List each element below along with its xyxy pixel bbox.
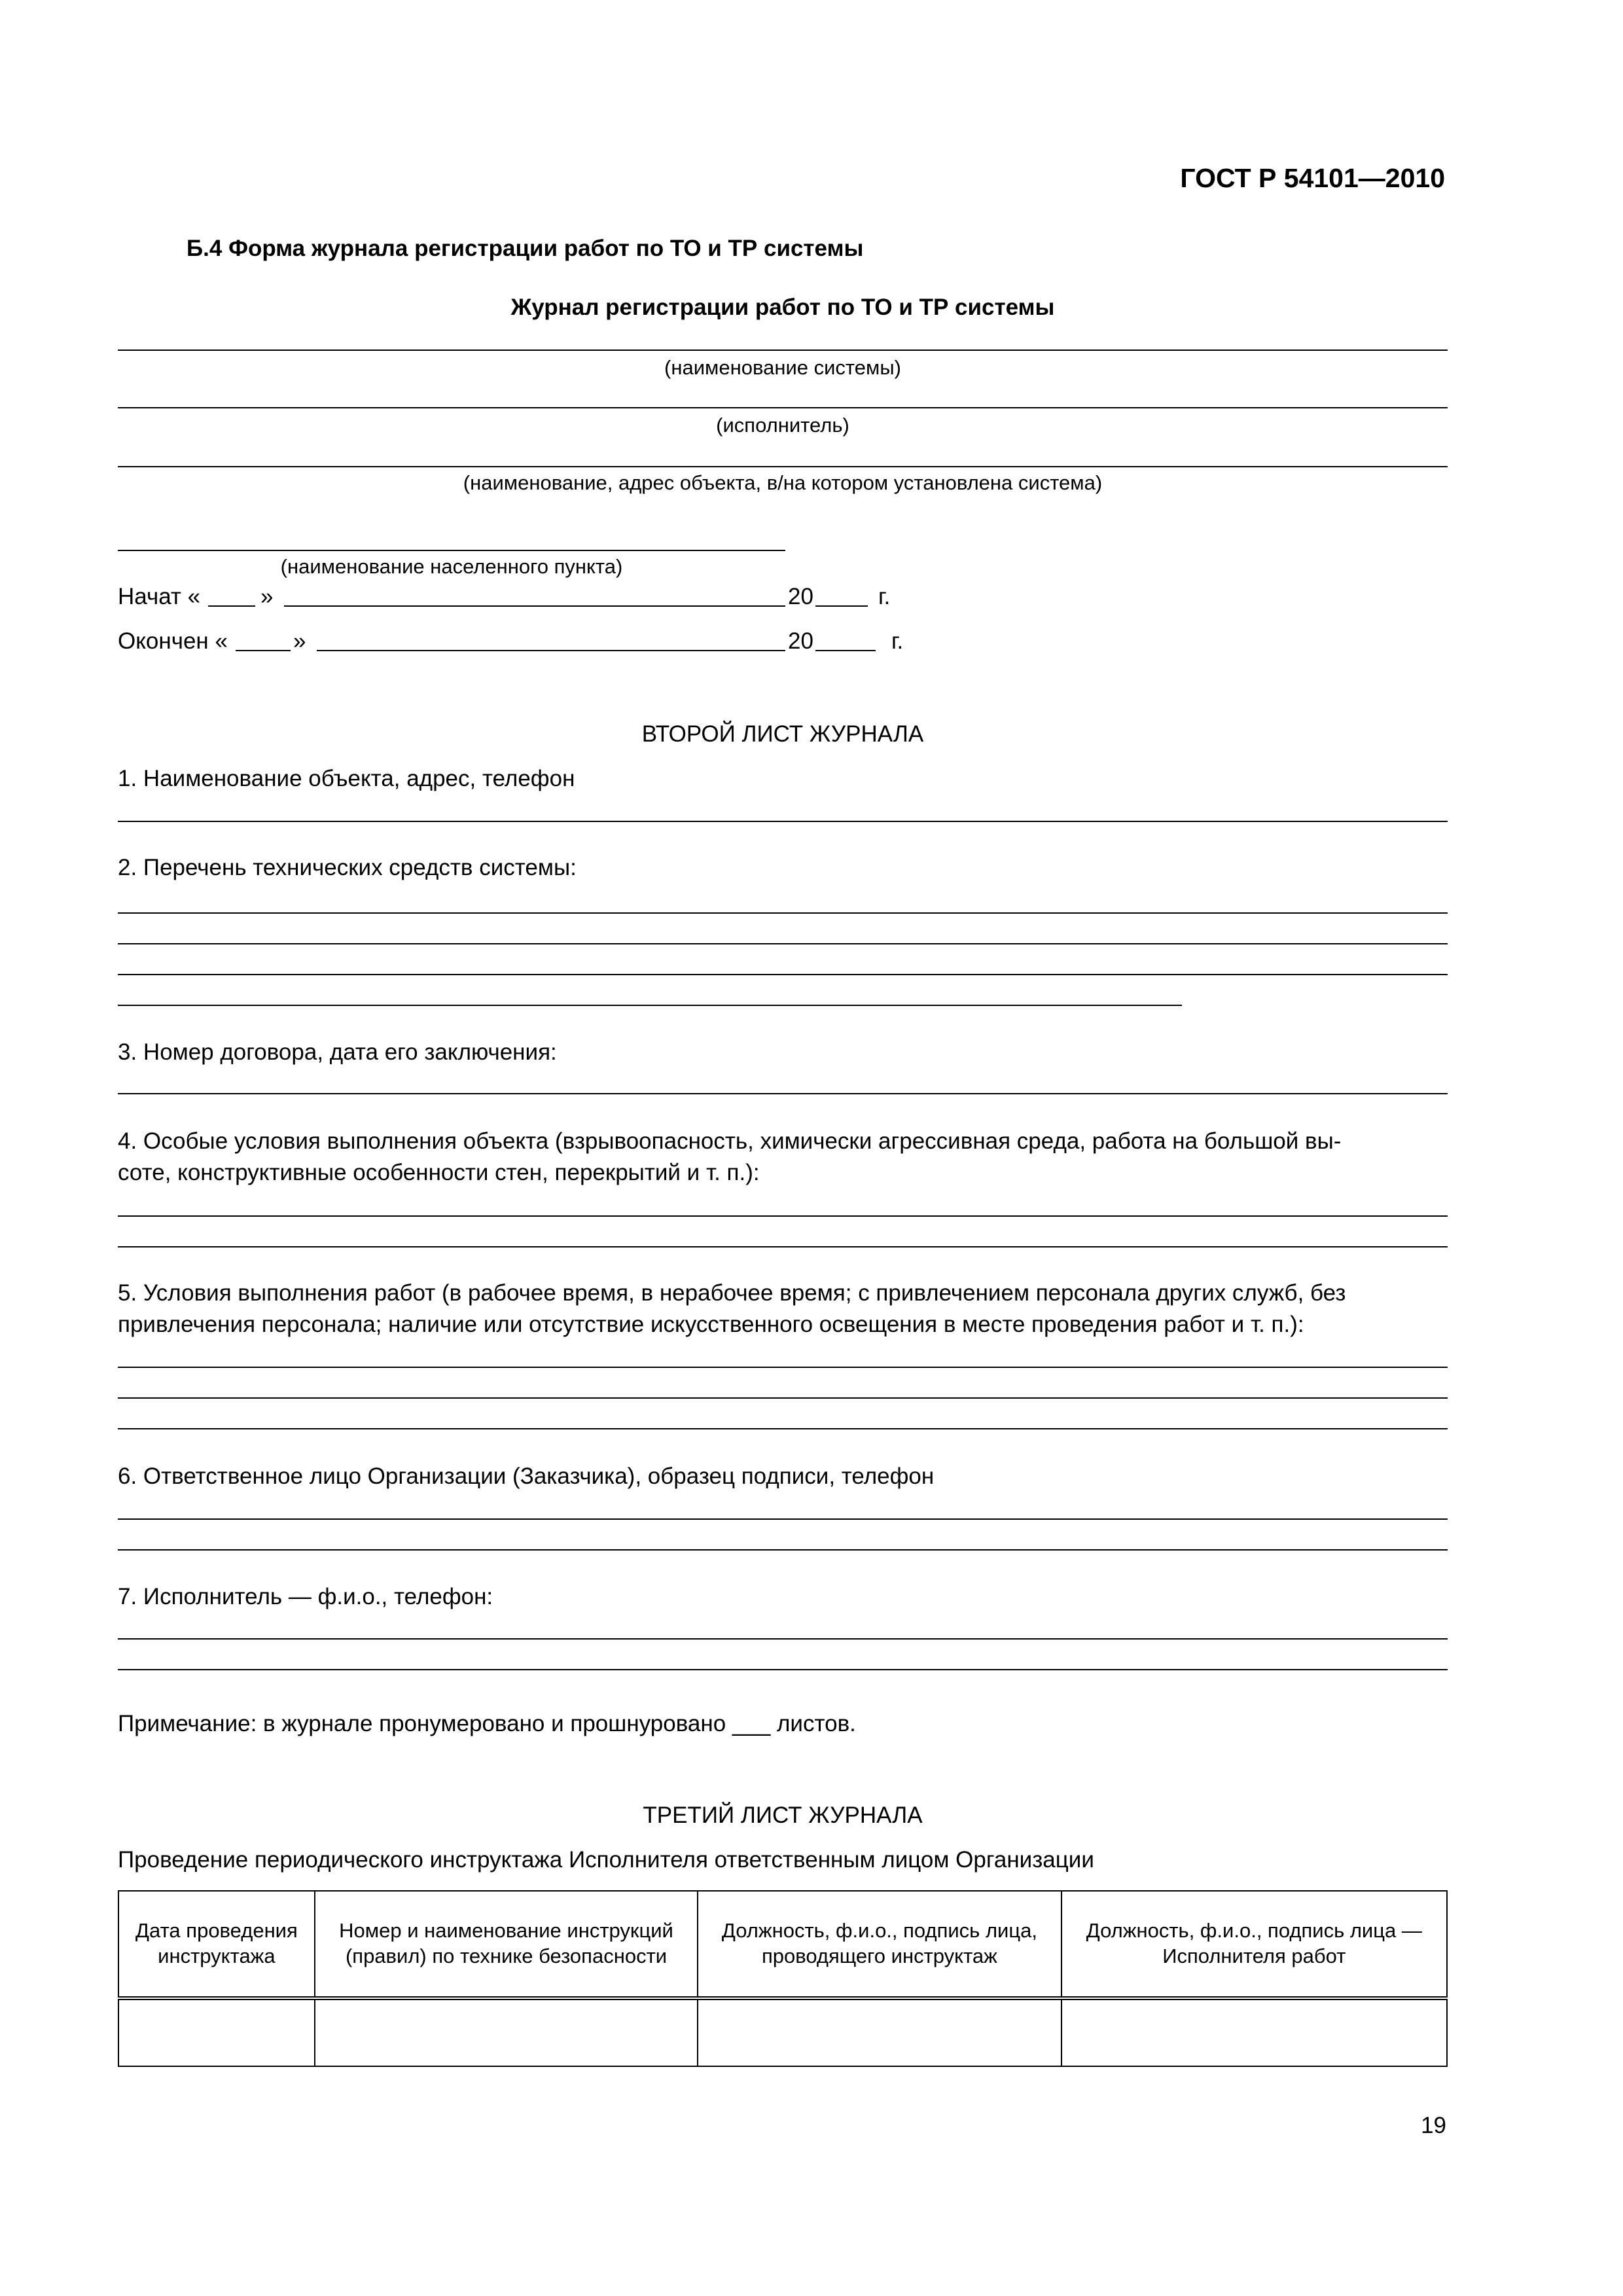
table-cell-instructions[interactable] xyxy=(315,1998,698,2066)
item-6-line-2[interactable] xyxy=(118,1549,1448,1551)
note: Примечание: в журнале пронумеровано и прошнуровано ___ листов. xyxy=(118,1711,856,1736)
settlement-caption: (наименование населенного пункта) xyxy=(280,555,623,578)
item-4-label-line-1: 4. Особые условия выполнения объекта (взрывоопасность, химически агрессивная среда, работа на большой вы- xyxy=(118,1128,1342,1154)
item-1-label: 1. Наименование объекта, адрес, телефон xyxy=(118,766,575,791)
item-2-line-4[interactable] xyxy=(118,1005,1182,1006)
table-cell-instructor[interactable] xyxy=(698,1998,1061,2066)
finished-year-field[interactable] xyxy=(815,650,876,651)
started-month-field[interactable] xyxy=(284,605,785,607)
item-7-line-2[interactable] xyxy=(118,1669,1448,1670)
item-5-line-2[interactable] xyxy=(118,1397,1448,1399)
third-sheet-title: ТРЕТИЙ ЛИСТ ЖУРНАЛА xyxy=(643,1803,923,1828)
started-year-suffix: г. xyxy=(878,584,891,609)
started-day-field[interactable] xyxy=(208,605,255,607)
item-2-line-3[interactable] xyxy=(118,974,1448,975)
column-header-instructions: Номер и наименование инструкций (правил) по технике безопасности xyxy=(315,1891,698,1998)
settlement-line[interactable] xyxy=(118,550,785,551)
page-number: 19 xyxy=(1421,2113,1446,2138)
column-header-date: Дата проведения инструктажа xyxy=(118,1891,315,1998)
object-caption: (наименование, адрес объекта, в/на котором установлена система) xyxy=(463,471,1103,494)
started-quote: » xyxy=(260,584,274,609)
journal-title: Журнал регистрации работ по ТО и ТР системы xyxy=(510,295,1055,320)
finished-day-field[interactable] xyxy=(236,650,291,651)
item-2-line-1[interactable] xyxy=(118,912,1448,914)
item-5-label-line-2: привлечения персонала; наличие или отсутствие искусственного освещения в месте проведения работ и т. п.): xyxy=(118,1312,1304,1337)
started-label: Начат « xyxy=(118,584,201,609)
finished-label: Окончен « xyxy=(118,628,228,654)
item-6-label: 6. Ответственное лицо Организации (Заказчика), образец подписи, телефон xyxy=(118,1463,935,1489)
column-header-executor: Должность, ф.и.о., подпись лица — Исполнителя работ xyxy=(1061,1891,1447,1998)
item-4-line-2[interactable] xyxy=(118,1246,1448,1247)
section-heading: Б.4 Форма журнала регистрации работ по ТО и ТР системы xyxy=(187,236,864,261)
item-1-line[interactable] xyxy=(118,821,1448,822)
item-6-line-1[interactable] xyxy=(118,1518,1448,1520)
item-4-label-line-2: соте, конструктивные особенности стен, перекрытий и т. п.): xyxy=(118,1160,760,1185)
table-cell-executor[interactable] xyxy=(1061,1998,1447,2066)
item-5-label-line-1: 5. Условия выполнения работ (в рабочее время, в нерабочее время; с привлечением персонала других служб, без xyxy=(118,1280,1346,1306)
finished-month-field[interactable] xyxy=(317,650,785,651)
executor-caption: (исполнитель) xyxy=(716,414,849,437)
item-5-line-3[interactable] xyxy=(118,1428,1448,1429)
executor-line[interactable] xyxy=(118,407,1448,408)
started-year-prefix: 20 xyxy=(788,584,813,609)
finished-year-suffix: г. xyxy=(891,628,904,654)
briefing-table xyxy=(118,1890,1448,2067)
system-name-line[interactable] xyxy=(118,350,1448,351)
item-2-line-2[interactable] xyxy=(118,943,1448,944)
item-5-line-1[interactable] xyxy=(118,1367,1448,1368)
item-3-label: 3. Номер договора, дата его заключения: xyxy=(118,1039,557,1065)
item-2-label: 2. Перечень технических средств системы: xyxy=(118,855,577,880)
finished-quote: » xyxy=(293,628,306,654)
system-name-caption: (наименование системы) xyxy=(664,356,901,379)
table-row xyxy=(118,1998,1447,2066)
standard-number: ГОСТ Р 54101—2010 xyxy=(1180,163,1445,193)
finished-year-prefix: 20 xyxy=(788,628,813,654)
item-3-line[interactable] xyxy=(118,1093,1448,1094)
started-year-field[interactable] xyxy=(815,605,868,607)
third-sheet-subtitle: Проведение периодического инструктажа Исполнителя ответственным лицом Организации xyxy=(118,1847,1094,1873)
item-4-line-1[interactable] xyxy=(118,1215,1448,1217)
item-7-label: 7. Исполнитель — ф.и.о., телефон: xyxy=(118,1584,493,1609)
column-header-instructor: Должность, ф.и.о., подпись лица, проводящего инструктаж xyxy=(698,1891,1061,1998)
table-cell-date[interactable] xyxy=(118,1998,315,2066)
table-header-row xyxy=(118,1891,1447,1998)
second-sheet-title: ВТОРОЙ ЛИСТ ЖУРНАЛА xyxy=(641,721,924,747)
object-line[interactable] xyxy=(118,466,1448,467)
item-7-line-1[interactable] xyxy=(118,1638,1448,1640)
